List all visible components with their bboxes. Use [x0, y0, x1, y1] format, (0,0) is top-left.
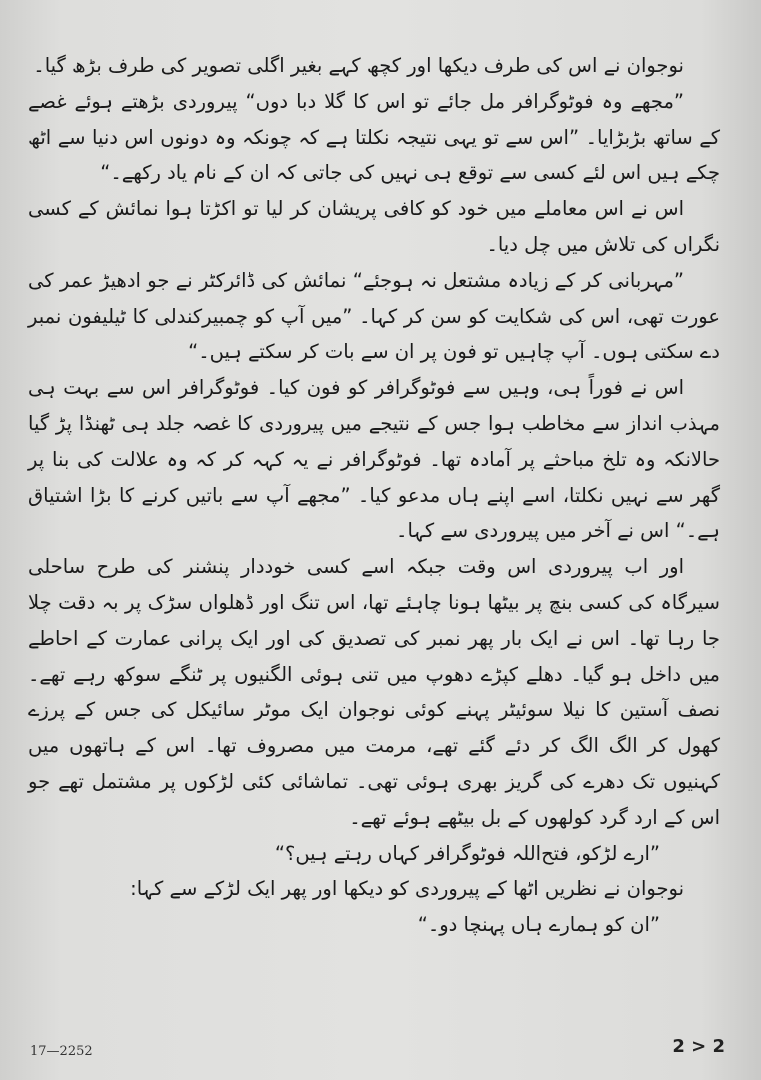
- paragraph-2: ”مجھے وہ فوٹوگرافر مل جائے تو اس کا گلا دبا دوں“ پیروردی بڑھتے ہوئے غصے کے ساتھ بڑبڑایا۔ ”اس سے تو یہی نتیجہ نکلتا ہے کہ چونکہ وہ دونوں اس دنیا سے اٹھ چکے ہیں اس لئے کسی سے توقع ہی نہیں کی جاتی کہ ان کے نام یاد رکھے۔“: [28, 89, 720, 185]
- body-text: [28, 48, 720, 943]
- paragraph-5: اس نے فوراً ہی، وہیں سے فوٹوگرافر کو فون کیا۔ فوٹوگرافر اس سے بہت ہی مہذب انداز سے مخاطب ہوا جس کے نتیجے میں پیروردی کا غصہ جلد ہی ٹھنڈا پڑ گیا حالانکہ وہ تلخ مباحثے پر آمادہ تھا۔ فوٹوگرافر نے یہ کہہ کر کہ وہ علالت کی بنا پر گھر سے نہیں نکلتا، اسے اپنے ہاں مدعو کیا۔ ”مجھے آپ سے باتیں کرنے کا بڑا اشتیاق ہے۔“ اس نے آخر میں پیروردی سے کہا۔: [28, 376, 720, 543]
- quote-question: ”ارے لڑکو، فتح‌اللہ فوٹوگرافر کہاں رہتے ہیں؟“: [274, 841, 660, 865]
- page-number: 2 > 2: [672, 1036, 725, 1057]
- paragraph-1: نوجوان نے اس کی طرف دیکھا اور کچھ کہے بغیر اگلی تصویر کی طرف بڑھ گیا۔: [33, 54, 684, 77]
- paragraph-4: ”مہربانی کر کے زیادہ مشتعل نہ ہوجئے“ نمائش کی ڈائرکٹر نے جو ادھیڑ عمر کی عورت تھی، اس کی شکایت کو سن کر کہا۔ ”میں آپ کو چمبیرکندلی کا ٹیلیفون نمبر دے سکتی ہوں۔ آپ چاہیں تو فون پر ان سے بات کر سکتے ہیں۔“: [28, 268, 720, 364]
- paragraph-7: نوجوان نے نظریں اٹھا کے پیروردی کو دیکھا اور پھر ایک لڑکے سے کہا:: [130, 877, 684, 901]
- quote-reply: ”ان کو ہمارے ہاں پہنچا دو۔“: [417, 913, 660, 937]
- paragraph-6: اور اب پیروردی اس وقت جبکہ اسے کسی خوددار پنشنر کی طرح ساحلی سیرگاہ کی کسی بنچ پر بیٹھا ہونا چاہئے تھا، اس تنگ اور ڈھلواں سڑک پر بہ دقت چلا جا رہا تھا۔ اس نے ایک بار پھر نمبر کی تصدیق کی اور ایک پرانی عمارت کے احاطے میں داخل ہو گیا۔ دھلے کپڑے دھوپ میں تنی ہوئی الگنیوں پر ٹنگے سوکھ رہے تھے۔ نصف آستین کا نیلا سوئیٹر پہنے کوئی نوجوان ایک موٹر سائیکل کی جس کے پرزے کھول کر الگ الگ کر دئے گئے تھے، مرمت میں مصروف تھا۔ اس کے ہاتھوں میں کہنیوں تک دھرے کی گریز بھری ہوئی تھی۔ تماشائی کئی لڑکوں پر مشتمل تھے جو اس کے ارد گرد کولھوں کے بل بیٹھے ہوئے تھے۔: [28, 555, 720, 829]
- signature-mark: 17—2252: [30, 1044, 93, 1059]
- paragraph-3: اس نے اس معاملے میں خود کو کافی پریشان کر لیا تو اکڑتا ہوا نمائش کے کسی نگراں کی تلاش میں چل دیا۔: [28, 197, 720, 256]
